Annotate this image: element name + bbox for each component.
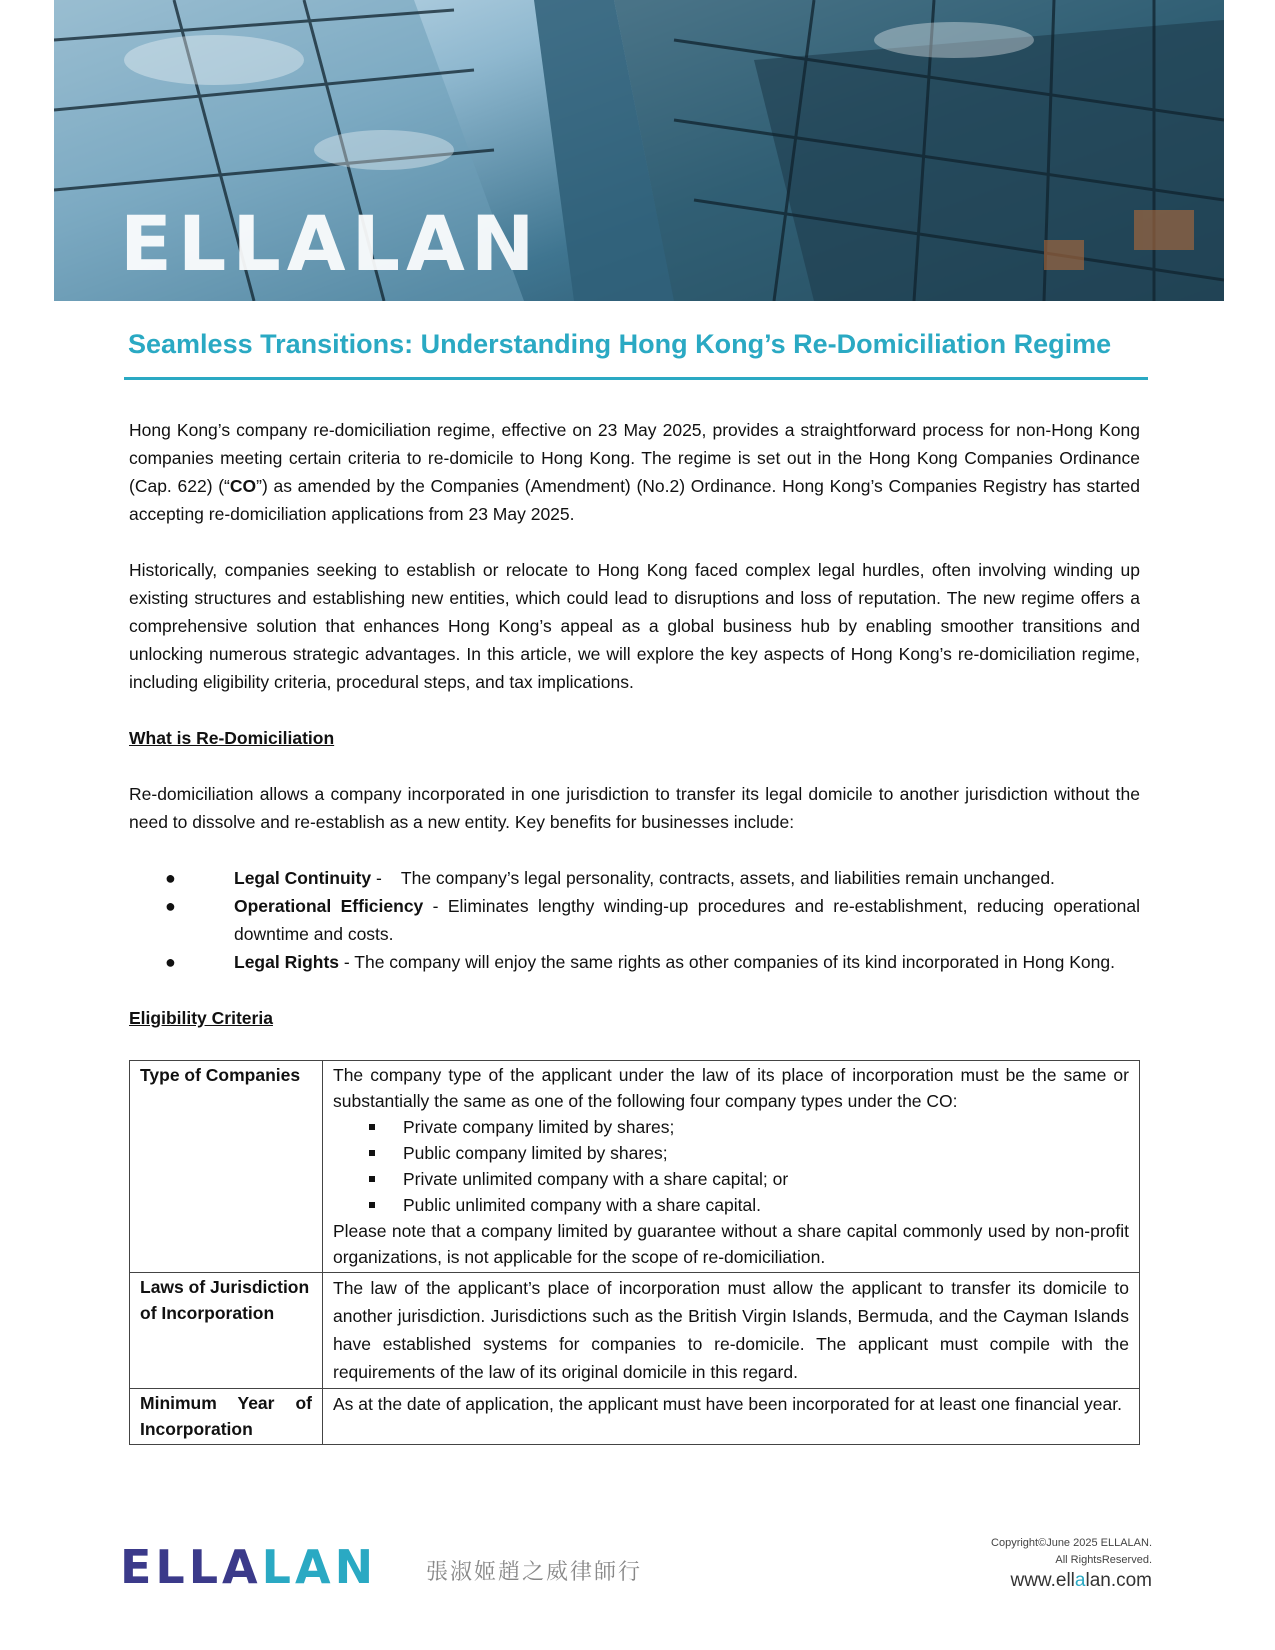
benefit-text: Eliminates lengthy winding-up procedures and re-establishment, reducing operational downtime and costs. <box>234 896 1140 944</box>
benefit-separator: - <box>371 868 401 888</box>
footer-logo <box>120 1540 378 1594</box>
list-item <box>333 1166 1129 1192</box>
copyright-notice <box>991 1535 1152 1569</box>
company-type: Public unlimited company with a share capital. <box>403 1195 761 1215</box>
list-item <box>129 864 1140 892</box>
bullet-icon: ● <box>165 868 176 888</box>
benefit-text: The company’s legal personality, contracts, assets, and liabilities remain unchanged. <box>400 868 1055 888</box>
company-types-list <box>333 1114 1129 1218</box>
table-cell-content <box>323 1061 1140 1273</box>
row1-intro: The company type of the applicant under the law of its place of incorporation must be the same or substantially the same as one of the following four company types under the CO: <box>333 1065 1129 1111</box>
square-bullet-icon <box>369 1176 375 1182</box>
company-type: Public company limited by shares; <box>403 1143 668 1163</box>
bullet-icon: ● <box>165 952 176 972</box>
website-part-b: a <box>1074 1570 1086 1591</box>
footer-logo-part-b: LAN <box>261 1540 378 1594</box>
company-type: Private company limited by shares; <box>403 1117 675 1137</box>
section-heading-eligibility: Eligibility Criteria <box>129 1008 273 1028</box>
footer-logo-part-a: ELLA <box>120 1540 262 1594</box>
square-bullet-icon <box>369 1202 375 1208</box>
intro-paragraph-1 <box>129 416 1140 528</box>
row1-note: Please note that a company limited by guarantee without a share capital commonly used by non-profit organizations, is not applicable for the scope of re-domiciliation. <box>333 1221 1129 1267</box>
square-bullet-icon <box>369 1150 375 1156</box>
table-row <box>130 1061 1140 1273</box>
intro-text-a: Hong Kong’s company re-domiciliation regime, effective on 23 May 2025, provides a straightforward process for non-Hong Kong companies meeting certain criteria to re-domicile to Hong Kong. The regime is set out in the Hong Kong Companies Ordinance (Cap. 622) (“ <box>129 420 1140 496</box>
table-row <box>130 1389 1140 1445</box>
page-title: Seamless Transitions: Understanding Hong Kong’s Re-Domiciliation Regime <box>128 329 1112 359</box>
list-item <box>333 1192 1129 1218</box>
copyright-line-1: Copyright©June 2025 ELLALAN. <box>991 1537 1152 1549</box>
intro-paragraph-2: Historically, companies seeking to establish or relocate to Hong Kong faced complex legal hurdles, often involving winding up existing structures and establishing new entities, which could lead to disruptions and loss of reputation. The new regime offers a comprehensive solution that enhances Hong Kong’s appeal as a global business hub by enabling smoother transitions and unlocking numerous strategic advantages. In this article, we will explore the key aspects of Hong Kong’s re-domiciliation regime, including eligibility criteria, procedural steps, and tax implications. <box>129 560 1140 692</box>
list-item <box>333 1114 1129 1140</box>
table-cell-content: As at the date of application, the applicant must have been incorporated for at least one financial year. <box>323 1389 1140 1445</box>
list-item <box>129 948 1140 976</box>
benefit-text: The company will enjoy the same rights as other companies of its kind incorporated in Hong Kong. <box>354 952 1115 972</box>
hero-logo: ELLALAN <box>120 199 541 288</box>
benefit-separator: - <box>339 952 355 972</box>
bullet-icon: ● <box>165 896 176 916</box>
article-body <box>129 416 1140 1445</box>
benefit-term: Legal Continuity <box>234 868 372 888</box>
copyright-line-2: All RightsReserved. <box>1055 1554 1152 1566</box>
table-cell-label: Type of Companies <box>130 1061 323 1273</box>
eligibility-table <box>129 1060 1140 1445</box>
table-cell-label: Laws of Jurisdiction of Incorporation <box>130 1273 323 1389</box>
website-part-c: lan.com <box>1085 1570 1152 1591</box>
list-item <box>333 1140 1129 1166</box>
benefit-separator: - <box>423 896 448 916</box>
website-part-a: www.ell <box>1010 1570 1075 1591</box>
title-divider <box>124 377 1148 380</box>
intro-text-bold: CO <box>229 476 257 496</box>
firm-chinese-name: 張淑姬趙之威律師行 <box>426 1560 643 1585</box>
hero-banner <box>54 0 1224 301</box>
benefits-list <box>129 864 1140 976</box>
section-heading-what: What is Re-Domiciliation <box>129 728 335 748</box>
table-cell-content: The law of the applicant’s place of incorporation must allow the applicant to transfer its domicile to another jurisdiction. Jurisdictions such as the British Virgin Islands, Bermuda, and the Cayman Islands have established systems for companies to re-domicile. The applicant must compile with the requirements of the law of its original domicile in this regard. <box>323 1273 1140 1389</box>
list-item <box>129 892 1140 948</box>
what-paragraph: Re-domiciliation allows a company incorporated in one jurisdiction to transfer its legal domicile to another jurisdiction without the need to dissolve and re-establish as a new entity. Key benefits for businesses include: <box>129 784 1140 832</box>
benefit-term: Legal Rights <box>234 952 340 972</box>
website-link[interactable] <box>1010 1570 1152 1592</box>
intro-text-b: ”) as amended by the Companies (Amendment) (No.2) Ordinance. Hong Kong’s Companies Registry has started accepting re-domiciliation applications from 23 May 2025. <box>129 476 1140 524</box>
table-cell-label: Minimum Year of Incorporation <box>130 1389 323 1445</box>
table-row <box>130 1273 1140 1389</box>
company-type: Private unlimited company with a share capital; or <box>403 1169 789 1189</box>
benefit-term: Operational Efficiency <box>234 896 424 916</box>
square-bullet-icon <box>369 1124 375 1130</box>
